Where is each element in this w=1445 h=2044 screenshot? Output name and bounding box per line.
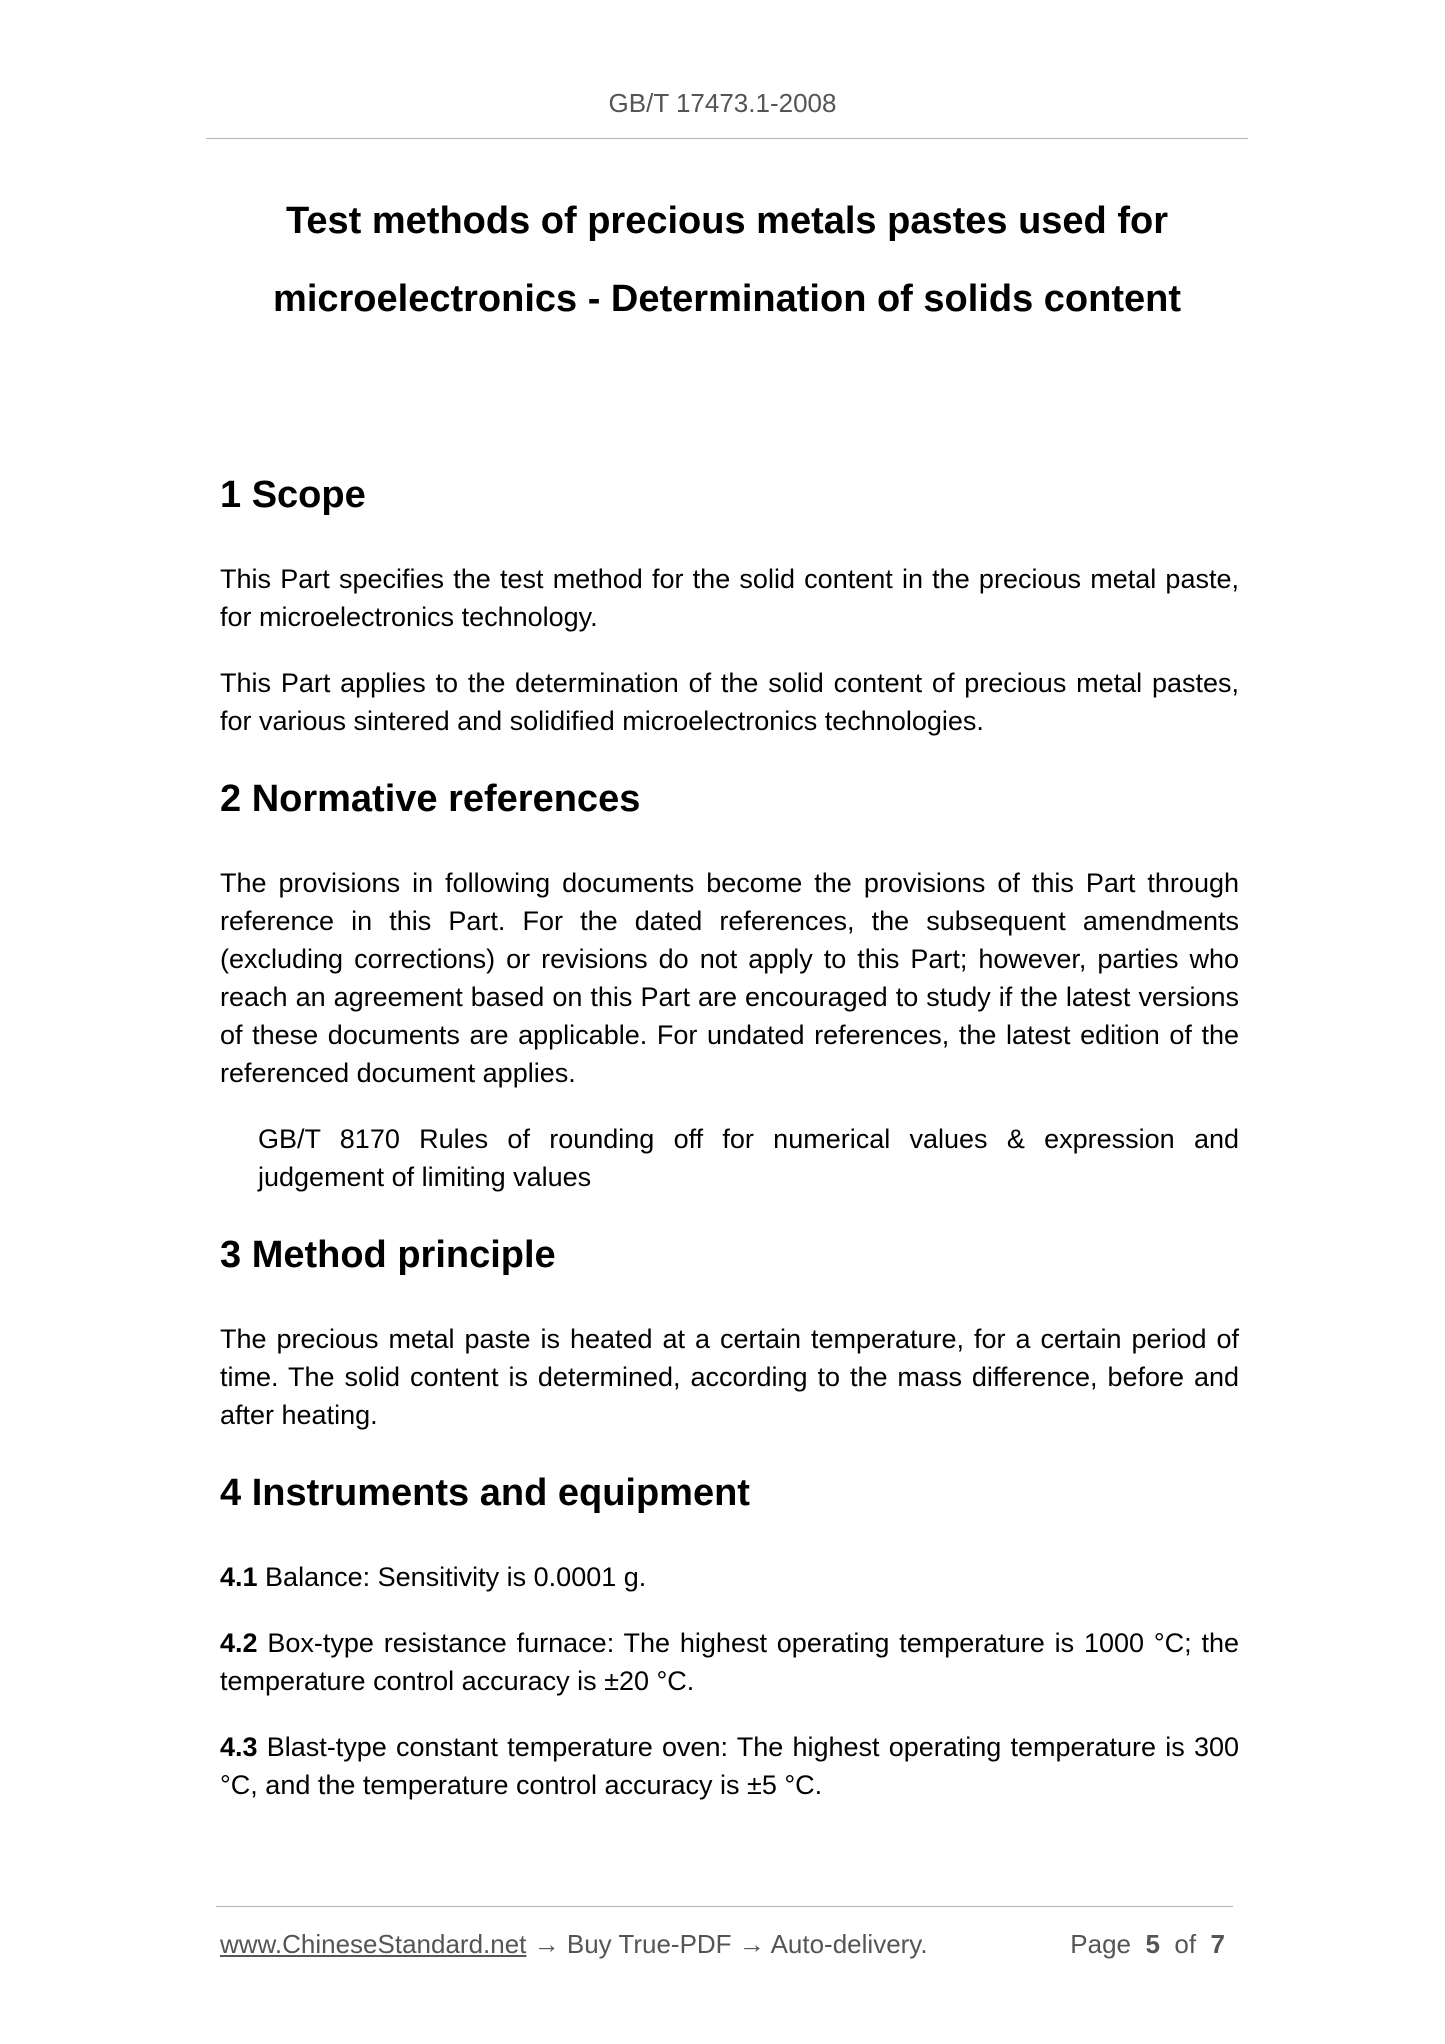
scope-paragraph-1: This Part specifies the test method for the solid content in the precious metal paste, for microelectronics technology. — [220, 564, 1239, 632]
section-heading-normative-references: 2 Normative references — [220, 778, 641, 820]
footer-promo — [220, 1929, 928, 1960]
document-code-header: GB/T 17473.1-2008 — [608, 88, 837, 118]
footer-divider — [216, 1906, 1233, 1907]
document-title — [206, 182, 1248, 338]
document-body — [220, 470, 1239, 1804]
title-line-2: microelectronics - Determination of solids content — [273, 278, 1181, 320]
total-page-number: 7 — [1210, 1929, 1225, 1959]
title-line-1: Test methods of precious metals pastes used for — [286, 200, 1168, 242]
clause-number: 4.2 — [220, 1628, 258, 1658]
header-divider — [206, 138, 1248, 139]
section-heading-method-principle: 3 Method principle — [220, 1234, 556, 1276]
page-indicator — [1070, 1929, 1225, 1960]
clause-text: Box-type resistance furnace: The highest operating temperature is 1000 °C; the temperature control accuracy is ±20 °C. — [220, 1628, 1239, 1696]
normative-reference-item: GB/T 8170 Rules of rounding off for numerical values & expression and judgement of limiting values — [258, 1124, 1239, 1192]
page-of-label: of — [1174, 1929, 1197, 1959]
section-heading-instruments: 4 Instruments and equipment — [220, 1472, 750, 1514]
page-label: Page — [1070, 1929, 1132, 1959]
clause-4-2 — [220, 1624, 1239, 1700]
clause-4-1 — [220, 1558, 1239, 1596]
clause-4-3 — [220, 1728, 1239, 1804]
clause-text: Balance: Sensitivity is 0.0001 g. — [257, 1562, 647, 1592]
scope-paragraph-2: This Part applies to the determination of the solid content of precious metal pastes, for various sintered and solidified microelectronics technologies. — [220, 668, 1239, 736]
section-heading-scope: 1 Scope — [220, 474, 366, 516]
clause-text: Blast-type constant temperature oven: The highest operating temperature is 300 °C, and the temperature control accuracy is ±5 °C. — [220, 1732, 1239, 1800]
footer-tagline: → Buy True-PDF → Auto-delivery. — [526, 1929, 928, 1959]
principle-paragraph: The precious metal paste is heated at a certain temperature, for a certain period of time. The solid content is determined, according to the mass difference, before and after heating. — [220, 1324, 1239, 1430]
clause-number: 4.3 — [220, 1732, 258, 1762]
current-page-number: 5 — [1145, 1929, 1160, 1959]
clause-number: 4.1 — [220, 1562, 258, 1592]
website-link[interactable]: www.ChineseStandard.net — [220, 1929, 527, 1959]
normative-paragraph: The provisions in following documents become the provisions of this Part through reference in this Part. For the dated references, the subsequent amendments (excluding corrections) or revisions do not apply to this Part; however, parties who reach an agreement based on this Part are encouraged to study if the latest versions of these documents are applicable. For undated references, the latest edition of the referenced document applies. — [220, 868, 1239, 1088]
